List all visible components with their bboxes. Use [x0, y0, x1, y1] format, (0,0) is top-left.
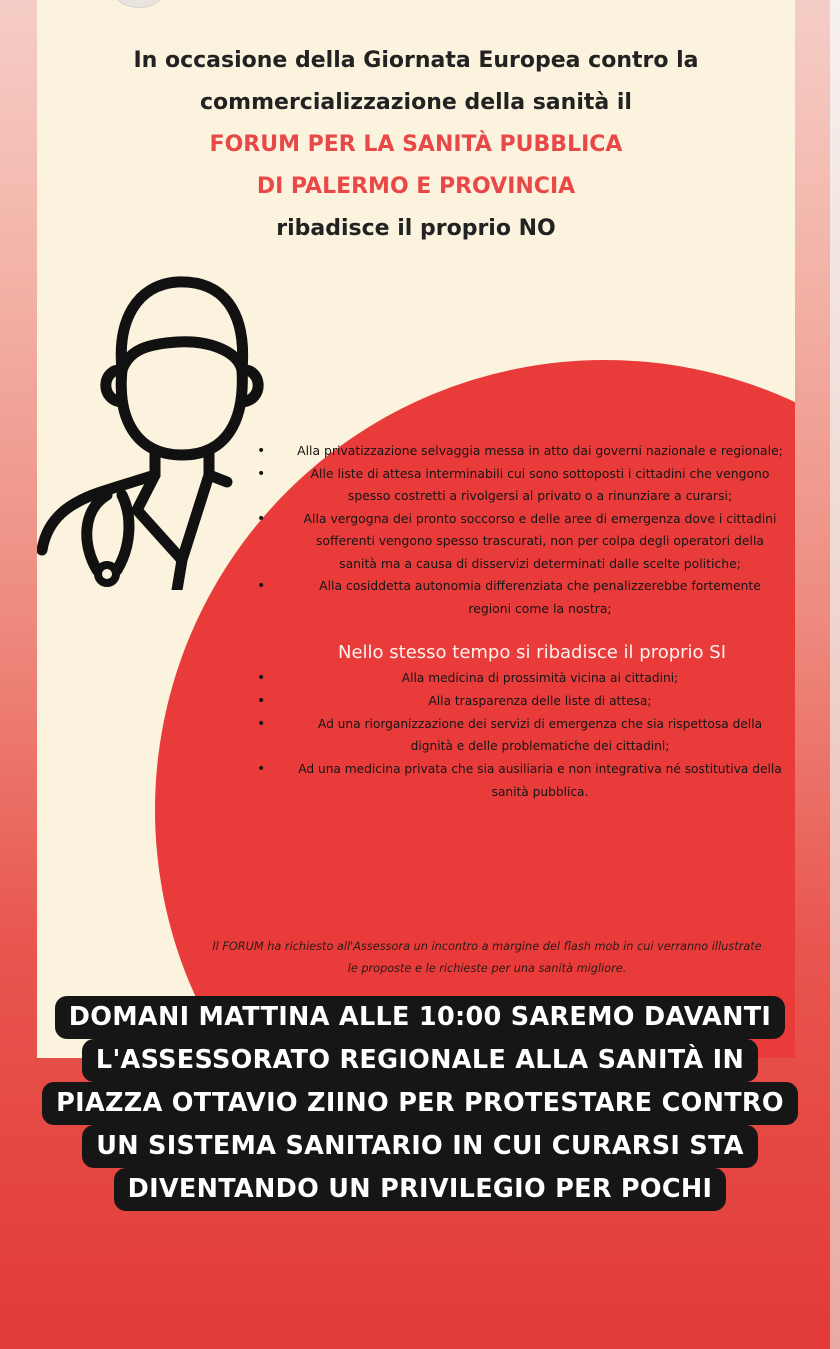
list-item: • Alla medicina di prossimità vicina ai cittadini; — [257, 667, 787, 690]
list-item: • Alla privatizzazione selvaggia messa in atto dai governi nazionale e regionale; — [257, 440, 787, 463]
headline-forum-location: DI PALERMO E PROVINCIA — [256, 174, 576, 199]
headline-line-5: ribadisce il proprio NO — [276, 216, 556, 241]
content-block — [257, 440, 787, 804]
banner-line-2: L'ASSESSORATO REGIONALE ALLA SANITÀ IN — [82, 1039, 758, 1082]
list-item: • Alla cosiddetta autonomia differenziata che penalizzerebbe fortemente regioni come la nostra; — [257, 575, 787, 620]
si-list — [257, 667, 787, 804]
si-heading: Nello stesso tempo si ribadisce il proprio SI — [337, 642, 727, 663]
list-item: • Alla vergogna dei pronto soccorso e delle aree di emergenza dove i cittadini sofferenti vengono spesso trascurati, non per colpa degli operatori della sanità ma a causa di disservizi determinati dalle scelte politiche; — [257, 508, 787, 576]
event-banner — [40, 996, 800, 1211]
banner-line-4: UN SISTEMA SANITARIO IN CUI CURARSI STA — [82, 1125, 758, 1168]
list-item: • Alle liste di attesa interminabili cui sono sottoposti i cittadini che vengono spesso costretti a rivolgersi al privato o a rinunziare a curarsi; — [257, 463, 787, 508]
banner-line-1: DOMANI MATTINA ALLE 10:00 SAREMO DAVANTI — [55, 996, 785, 1039]
banner-line-3: PIAZZA OTTAVIO ZIINO PER PROTESTARE CONTRO — [42, 1082, 798, 1125]
headline-line-1: In occasione della Giornata Europea contro la — [133, 48, 699, 73]
poster — [37, 0, 795, 1058]
list-item: • Alla trasparenza delle liste di attesa; — [257, 690, 787, 713]
profile-avatar[interactable] — [105, 0, 173, 8]
poster-headline — [37, 40, 795, 250]
list-item: • Ad una medicina privata che sia ausiliaria e non integrativa né sostitutiva della sanità pubblica. — [257, 758, 787, 804]
headline-forum-name: FORUM PER LA SANITÀ PUBBLICA — [209, 132, 623, 157]
banner-line-5: DIVENTANDO UN PRIVILEGIO PER POCHI — [114, 1168, 727, 1211]
no-list — [257, 440, 787, 620]
forum-note: Il FORUM ha richiesto all'Assessora un incontro a margine del flash mob in cui verranno illustrate le proposte e le richieste per una sanità migliore. — [212, 940, 762, 975]
side-strip — [830, 0, 840, 1349]
list-item: • Ad una riorganizzazione dei servizi di emergenza che sia rispettosa della dignità e delle problematiche dei cittadini; — [257, 713, 787, 759]
headline-line-2: commercializzazione della sanità il — [200, 90, 632, 115]
